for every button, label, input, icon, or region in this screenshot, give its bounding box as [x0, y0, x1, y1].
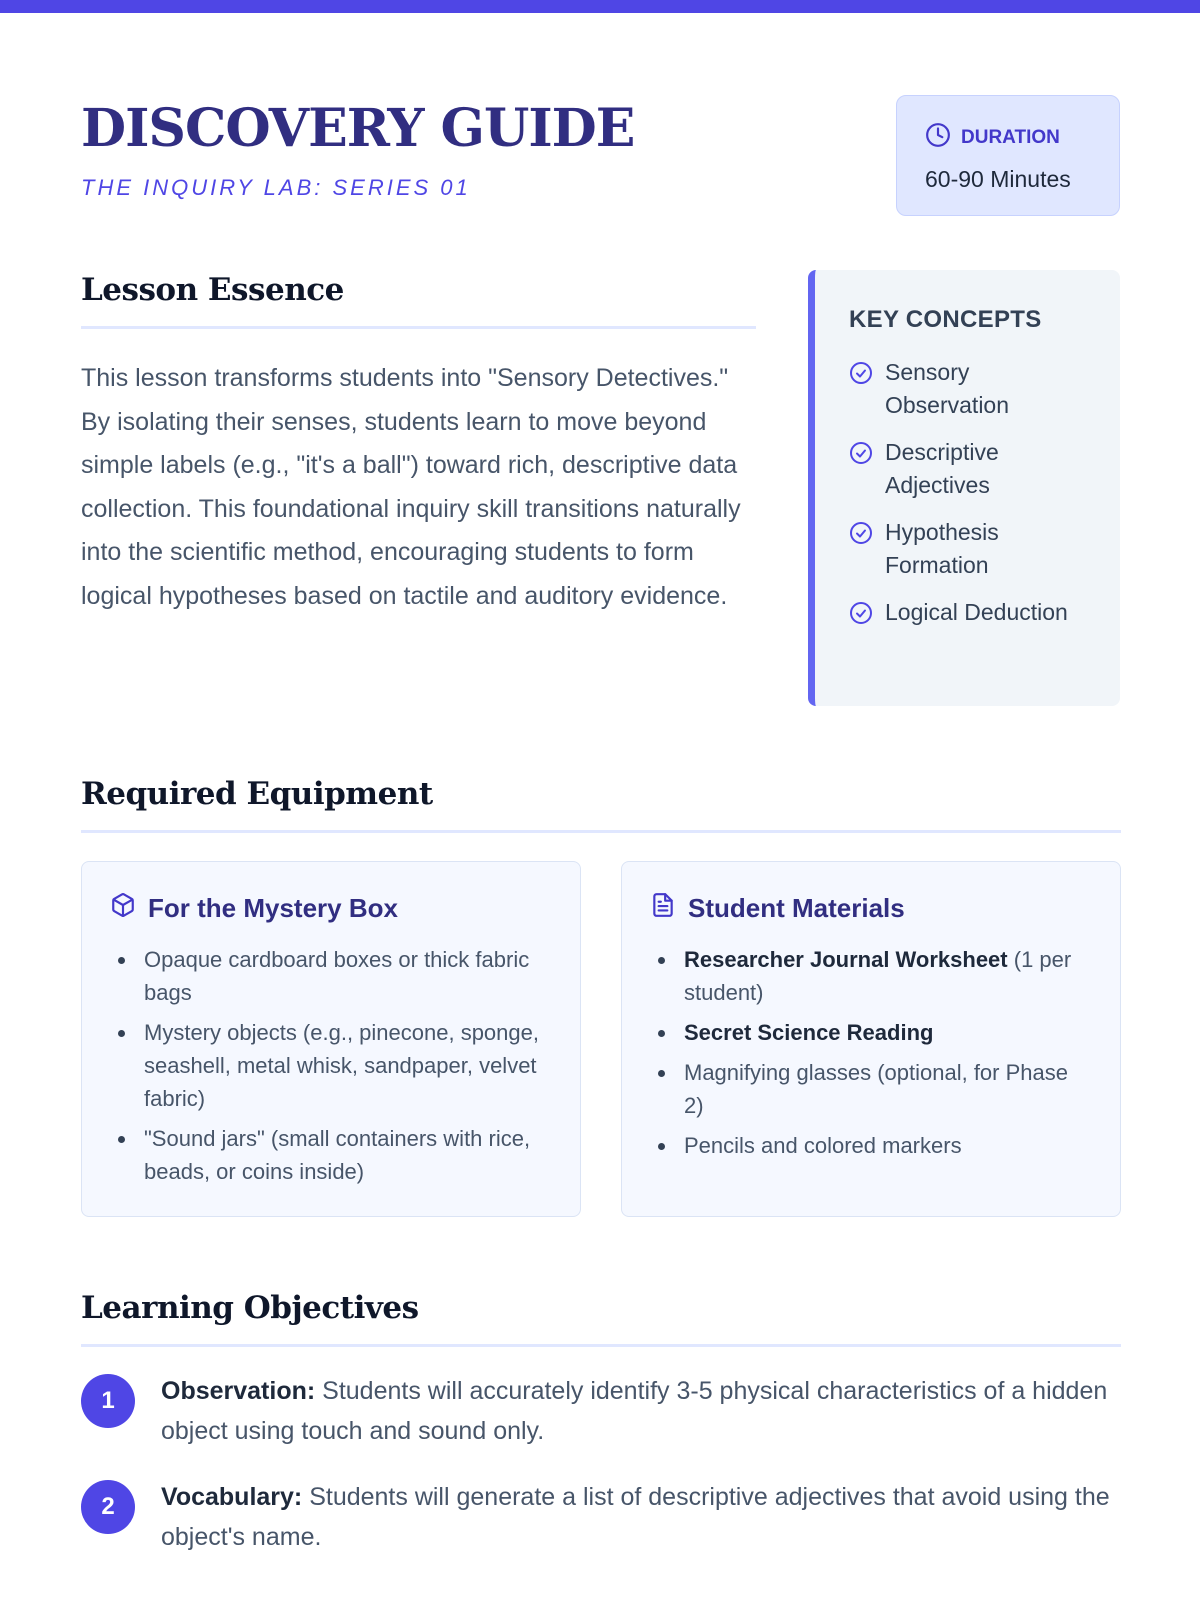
list-item: Mystery objects (e.g., pinecone, sponge, seashell, metal whisk, sandpaper, velvet fabric) [110, 1016, 552, 1115]
list-item [650, 1056, 1092, 1122]
section-divider [81, 1344, 1121, 1347]
duration-badge [896, 95, 1120, 216]
duration-label: DURATION [961, 127, 1060, 148]
list-item-bold: Secret Science Reading [684, 1020, 934, 1045]
page-title: DISCOVERY GUIDE [81, 98, 635, 159]
cube-icon [110, 892, 136, 925]
key-concept-item [849, 436, 1096, 502]
list-item [650, 1016, 1092, 1049]
lesson-essence-text: This lesson transforms students into "Sensory Detectives." By isolating their senses, students learn to move beyond simple labels (e.g., "it's a ball") toward rich, descriptive data collection. This foundational inquiry skill transitions naturally into the scientific method, encouraging students to form logical hypotheses based on tactile and auditory evidence. [81, 364, 741, 610]
top-accent-bar [0, 0, 1200, 13]
check-circle-icon [849, 601, 873, 634]
required-equipment-section [81, 776, 1121, 1217]
objective-text [161, 1477, 1121, 1557]
document-icon [650, 892, 676, 925]
key-concept-item [849, 356, 1096, 422]
section-divider [81, 830, 1121, 833]
list-item-text: Pencils and colored markers [684, 1133, 962, 1158]
duration-value: 60-90 Minutes [925, 166, 1071, 192]
lesson-essence-title: Lesson Essence [81, 272, 344, 308]
objectives-list [81, 1371, 1121, 1557]
key-concept-item [849, 596, 1096, 634]
student-materials-card-title: Student Materials [688, 893, 905, 923]
key-concept-label: Logical Deduction [885, 599, 1068, 625]
objective-description: Students will accurately identify 3-5 physical characteristics of a hidden object using touch and sound only. [161, 1377, 1108, 1445]
mystery-box-card-title: For the Mystery Box [148, 893, 398, 923]
list-item: "Sound jars" (small containers with rice, beads, or coins inside) [110, 1122, 552, 1188]
check-circle-icon [849, 361, 873, 394]
equipment-cards [81, 861, 1121, 1217]
page-subtitle: THE INQUIRY LAB: SERIES 01 [81, 175, 471, 200]
lesson-essence-section [81, 272, 756, 618]
objective-label: Vocabulary: [161, 1483, 303, 1511]
check-circle-icon [849, 521, 873, 554]
objective-number: 1 [81, 1374, 135, 1428]
section-divider [81, 326, 756, 329]
objective-description: Students will generate a list of descriptive adjectives that avoid using the object's name. [161, 1483, 1110, 1551]
check-circle-icon [849, 441, 873, 474]
key-concepts-title: KEY CONCEPTS [849, 306, 1042, 333]
learning-objectives-title: Learning Objectives [81, 1290, 419, 1326]
list-item-bold: Researcher Journal Worksheet [684, 947, 1008, 972]
key-concepts-list [849, 356, 1096, 634]
mystery-box-list [110, 943, 552, 1188]
mystery-box-card-header [110, 892, 552, 925]
list-item-text: (1 per student) [684, 947, 1072, 1005]
key-concepts-panel [808, 270, 1120, 706]
student-materials-card [621, 861, 1121, 1217]
objective-text [161, 1371, 1121, 1451]
student-materials-list [650, 943, 1092, 1162]
duration-label-row [925, 122, 1091, 154]
list-item-text: Magnifying glasses (optional, for Phase 2) [684, 1060, 1068, 1118]
objective-label: Observation: [161, 1377, 316, 1405]
list-item [650, 1129, 1092, 1162]
objective-number: 2 [81, 1480, 135, 1534]
mystery-box-card [81, 861, 581, 1217]
clock-icon [925, 122, 951, 154]
student-materials-card-header [650, 892, 1092, 925]
objective-item [81, 1371, 1121, 1451]
key-concept-label: Hypothesis Formation [885, 519, 999, 578]
objective-item [81, 1477, 1121, 1557]
required-equipment-title: Required Equipment [81, 776, 433, 812]
learning-objectives-section [81, 1290, 1121, 1583]
list-item: Opaque cardboard boxes or thick fabric bags [110, 943, 552, 1009]
key-concept-label: Sensory Observation [885, 359, 1010, 418]
key-concept-item [849, 516, 1096, 582]
list-item [650, 943, 1092, 1009]
key-concept-label: Descriptive Adjectives [885, 439, 999, 498]
